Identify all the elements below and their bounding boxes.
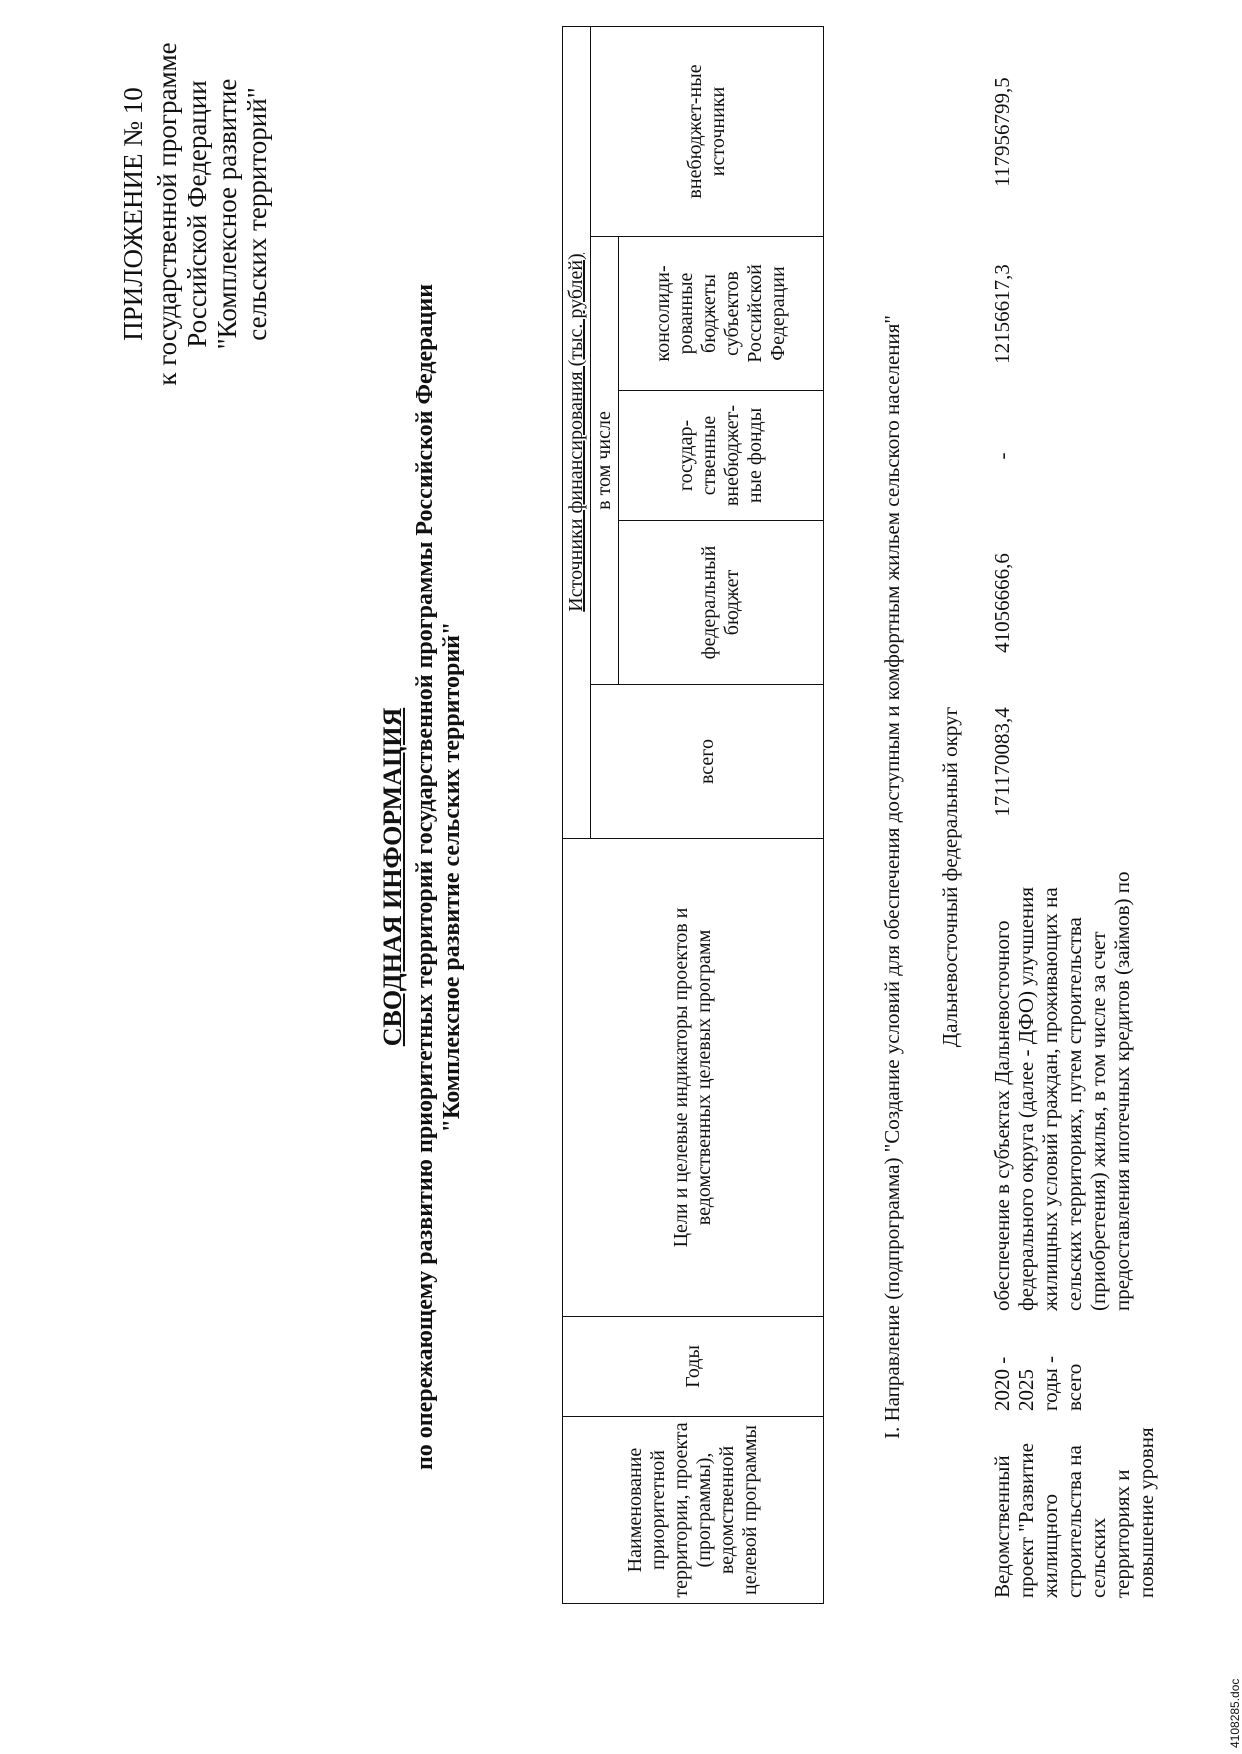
header-state-funds: государ-ственные внебюджет-ные фонды [619,391,824,521]
row-regional: 12156617,3 [990,264,1014,364]
data-table [990,27,1158,1604]
appendix-number: ПРИЛОЖЕНИЕ № 10 [118,87,148,341]
header-table [562,26,824,1604]
appendix-line: Российской Федерации [182,80,212,348]
row-goal: обеспечение в субъектах Дальневосточного федерального округа (далее - ДФО) улучшения жилищных условий граждан, проживающих на сельских территориях, путем строительства (приобретения) жилья, в том числе за счет предоставления ипотечных кредитов (займов) по [990,871,1134,1311]
row-name: Ведомственный проект "Развитие жилищного строительства на сельских территориях и повышение уровня [990,1427,1158,1598]
section-direction: I. Направление (подпрограмма) "Создание условий для обеспечения доступным и комфортным жильем сельского населения" [880,315,904,1440]
title-line-2: по опережающему развитию приоритетных территорий государственной программы Российской Федерации [412,283,438,1471]
title-line-3: "Комплексное развитие сельских территорий" [439,621,465,1133]
header-sources: Источники финансирования (тыс. рублей) [563,26,591,838]
header-including: в том числе [591,237,619,685]
appendix-line: к государственной программе [152,42,182,386]
header-extra: внебюджет-ные источники [591,26,824,236]
appendix-line: "Комплексное развитие [212,78,242,350]
header-total: всего [591,685,824,839]
row-total: 171170083,4 [990,707,1014,817]
row-years: 2020 - 2025 годы - всего [990,1355,1086,1411]
row-federal: 41056666,6 [990,553,1014,653]
row-extra: 117956799,5 [990,77,1014,187]
header-federal: федеральный бюджет [619,521,824,685]
header-name: Наименование приоритетной территории, проекта (программы), ведомственной целевой программы [563,1417,824,1604]
footer-filename: 4108285.doc [1228,1678,1242,1748]
header-goals: Цели и целевые индикаторы проектов и ведомственных целевых программ [563,839,824,1317]
appendix-line: сельских территорий" [242,87,272,341]
section-district: Дальневосточный федеральный округ [938,706,962,1048]
row-state-funds: - [990,452,1014,460]
table-row [990,27,1158,1604]
header-years: Годы [563,1317,824,1417]
header-regional: консолиди-рованные бюджеты субъектов Российской Федерации [619,237,824,391]
document-title [378,0,466,1754]
title-main: СВОДНАЯ ИНФОРМАЦИЯ [378,707,407,1047]
appendix-block [118,4,272,424]
